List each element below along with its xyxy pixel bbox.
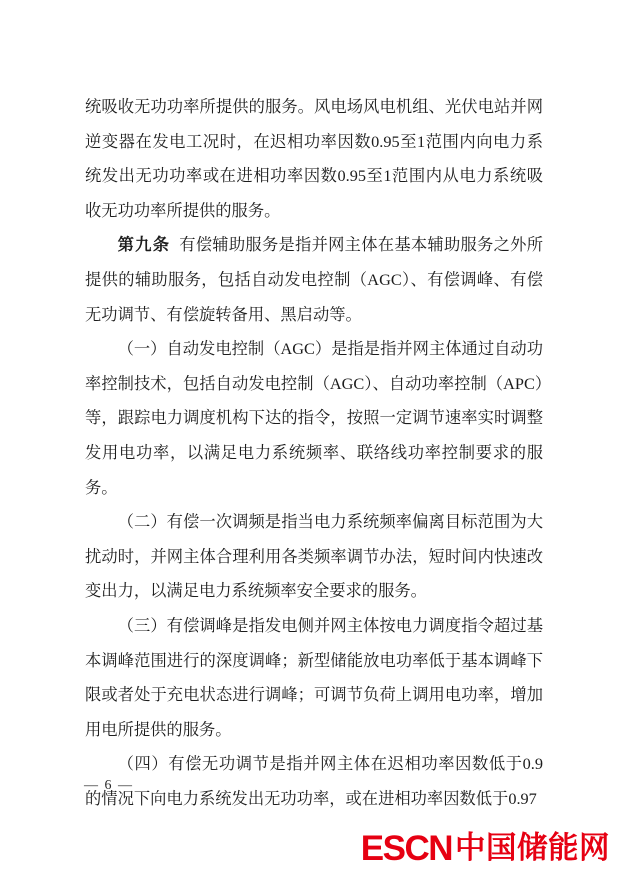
article-number: 第九条 [117,236,171,255]
escn-logo-chinese: 中国储能网 [455,831,610,866]
paragraph-text: 有偿辅助服务是指并网主体在基本辅助服务之外所提供的辅助服务，包括自动发电控制（AGC）、有偿调峰、有偿无功调节、有偿旋转备用、黑启动等。 [85,235,543,324]
paragraph-article-9 [85,228,543,332]
document-body [85,90,543,816]
paragraph-item-2: （二）有偿一次调频是指当电力系统频率偏离目标范围为大扰动时，并网主体合理利用各类频率调节办法，短时间内快速改变出力，以满足电力系统频率安全要求的服务。 [85,512,543,601]
paragraph-item-3: （三）有偿调峰是指发电侧并网主体按电力调度指令超过基本调峰范围进行的深度调峰；新型储能放电功率低于基本调峰下限或者处于充电状态进行调峰；可调节负荷上调用电功率，增加用电所提供的服务。 [85,615,543,739]
escn-logo [361,831,610,866]
paragraph-item-1: （一）自动发电控制（AGC）是指是指并网主体通过自动功率控制技术，包括自动发电控制（AGC）、自动功率控制（APC）等，跟踪电力调度机构下达的指令，按照一定调节速率实时调整发用电功率，以满足电力系统频率、联络线功率控制要求的服务。 [85,339,543,497]
paragraph-item-4: （四）有偿无功调节是指并网主体在迟相功率因数低于0.9的情况下向电力系统发出无功功率，或在进相功率因数低于0.97 [85,754,543,808]
paragraph-continuation: 统吸收无功功率所提供的服务。风电场风电机组、光伏电站并网逆变器在发电工况时，在迟相功率因数0.95至1范围内向电力系统发出无功功率或在进相功率因数0.95至1范围内从电力系统吸收无功功率所提供的服务。 [85,97,543,220]
escn-logo-latin: ESCN [360,829,452,868]
page-number: — 6 — [84,778,134,793]
